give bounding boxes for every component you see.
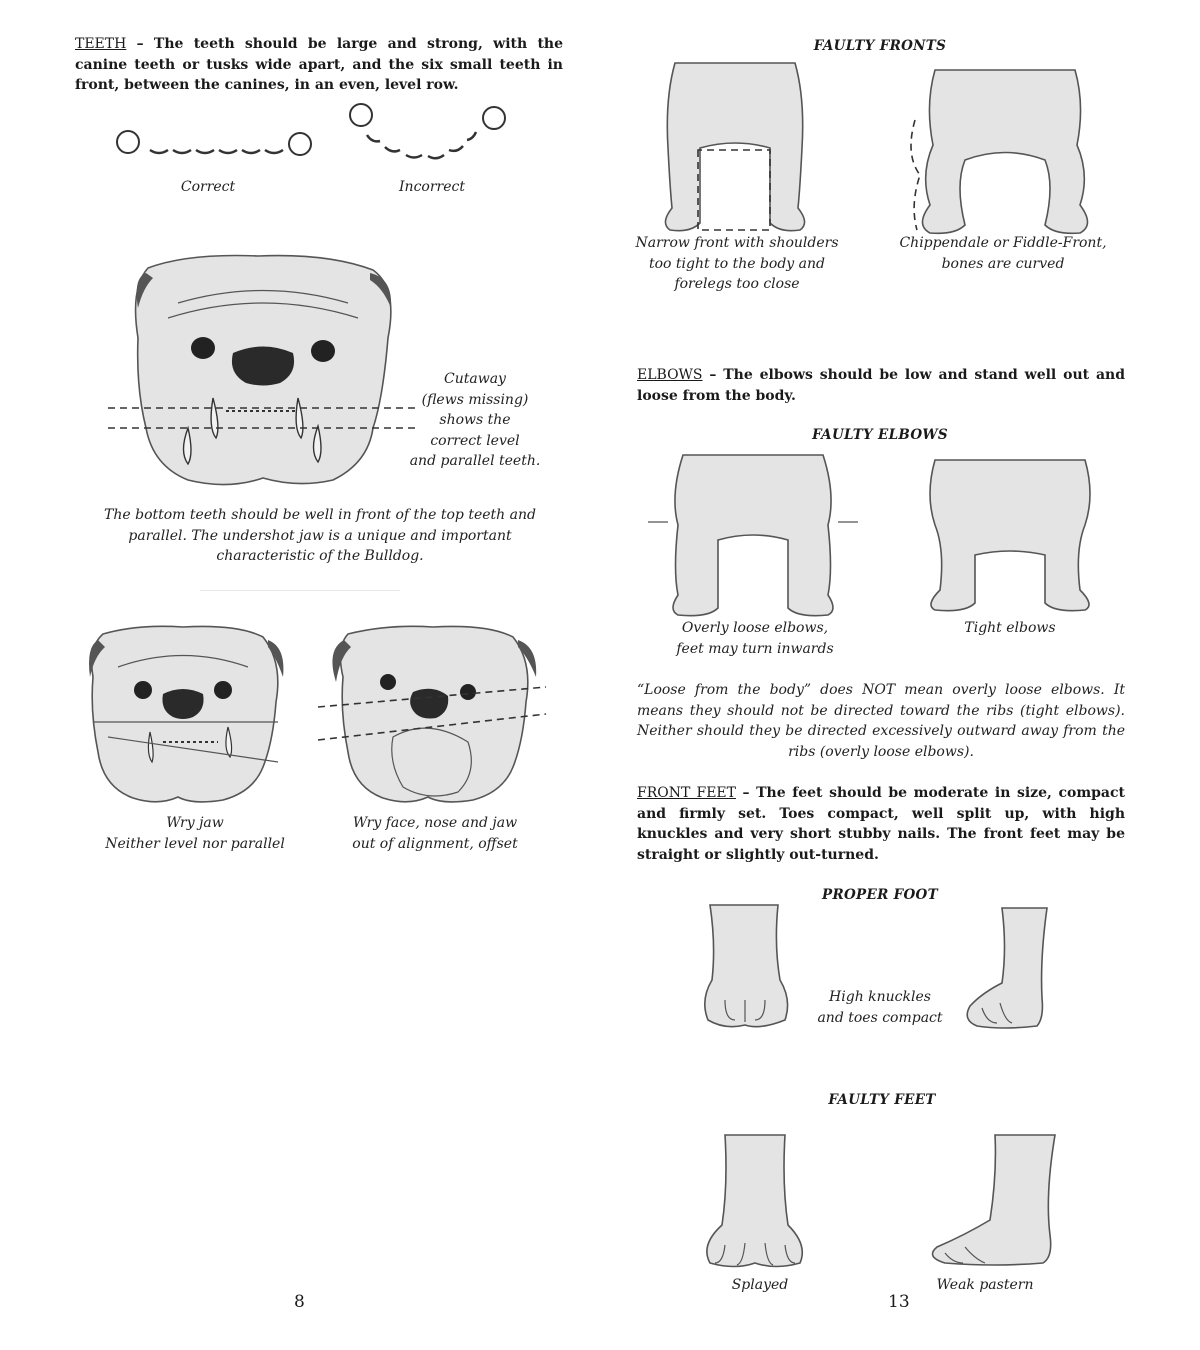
teeth-heading: TEETH bbox=[75, 36, 127, 52]
front-feet-heading: FRONT FEET bbox=[637, 785, 736, 801]
teeth-correct-label: Correct bbox=[180, 179, 236, 195]
cutaway-caption bbox=[400, 369, 550, 472]
bottom-teeth-caption-line: The bottom teeth should be well in front of the top teeth and bbox=[104, 507, 536, 523]
left-page-number: 8 bbox=[294, 1292, 305, 1312]
proper-foot-front-drawing bbox=[700, 905, 790, 1030]
front-feet-paragraph bbox=[637, 783, 1125, 865]
splayed-caption: Splayed bbox=[731, 1277, 789, 1293]
tight-elbows-drawing bbox=[915, 455, 1105, 615]
loose-elbows-caption-line: Overly loose elbows, bbox=[681, 620, 829, 636]
narrow-front-caption-line: too tight to the body and bbox=[648, 255, 825, 272]
proper-foot-caption bbox=[800, 987, 960, 1028]
tight-elbows-caption-line: Tight elbows bbox=[964, 620, 1056, 636]
teeth-incorrect-diagram bbox=[345, 100, 515, 170]
right-page-number: 13 bbox=[888, 1292, 910, 1312]
wry-jaw-caption bbox=[95, 813, 295, 854]
loose-elbows-caption-line: feet may turn inwards bbox=[676, 640, 834, 657]
bottom-teeth-caption bbox=[90, 505, 550, 567]
wry-jaw-head-drawing bbox=[78, 622, 288, 812]
bottom-teeth-caption-line: parallel. The undershot jaw is a unique and important bbox=[128, 527, 512, 544]
wry-jaw-caption-line: Neither level nor parallel bbox=[105, 835, 285, 852]
chippendale-caption-line: bones are curved bbox=[941, 255, 1065, 272]
weak-pastern-drawing bbox=[925, 1135, 1065, 1270]
narrow-front-caption-line: forelegs too close bbox=[674, 276, 800, 292]
teeth-paragraph bbox=[75, 34, 563, 96]
bottom-teeth-caption-line: characteristic of the Bulldog. bbox=[216, 548, 424, 564]
front-feet-text: – The feet should be moderate in size, compact and firmly set. Toes compact, well split up, with high knuckles and very short stubby nails. The front feet may be straight or slightly out-turned. bbox=[637, 785, 1125, 863]
elbows-text: – The elbows should be low and stand well out and loose from the body. bbox=[637, 367, 1125, 404]
cutaway-caption-line: (flews missing) bbox=[421, 391, 529, 408]
chippendale-front-drawing bbox=[905, 65, 1105, 235]
teeth-incorrect-label: Incorrect bbox=[399, 179, 465, 195]
loose-elbows-caption bbox=[645, 618, 865, 659]
cutaway-caption-line: and parallel teeth. bbox=[409, 453, 541, 469]
narrow-front-caption-line: Narrow front with shoulders bbox=[635, 235, 839, 251]
faulty-feet-title: FAULTY FEET bbox=[828, 1092, 936, 1108]
wry-face-caption bbox=[335, 813, 535, 854]
faulty-fronts-title: FAULTY FRONTS bbox=[813, 38, 947, 54]
cutaway-caption-line: Cutaway bbox=[444, 371, 506, 387]
proper-foot-title: PROPER FOOT bbox=[822, 887, 938, 903]
wry-face-caption-line: Wry face, nose and jaw bbox=[352, 815, 518, 831]
proper-foot-side-drawing bbox=[962, 908, 1052, 1030]
wry-face-caption-line: out of alignment, offset bbox=[352, 835, 518, 852]
narrow-front-caption bbox=[628, 233, 846, 295]
elbows-paragraph bbox=[637, 365, 1125, 406]
cutaway-head-drawing bbox=[108, 248, 418, 498]
loose-elbows-drawing bbox=[648, 450, 858, 620]
wry-jaw-caption-line: Wry jaw bbox=[166, 815, 224, 831]
cutaway-caption-line: shows the bbox=[439, 412, 511, 428]
tight-elbows-caption bbox=[910, 618, 1110, 639]
teeth-correct-diagram bbox=[112, 125, 322, 165]
weak-pastern-caption: Weak pastern bbox=[936, 1277, 1034, 1293]
loose-from-body-note: “Loose from the body” does NOT mean overly loose elbows. It means they should not be directed toward the ribs (tight elbows). Neither should they be directed excessively outward away from the ribs (overly loose elbows). bbox=[637, 682, 1125, 760]
section-divider bbox=[200, 590, 400, 591]
chippendale-caption bbox=[888, 233, 1118, 274]
narrow-front-drawing bbox=[650, 58, 820, 233]
teeth-text: – The teeth should be large and strong, with the canine teeth or tusks wide apart, and the six small teeth in front, between the canines, in an even, level row. bbox=[75, 36, 563, 93]
chippendale-caption-line: Chippendale or Fiddle-Front, bbox=[899, 235, 1107, 251]
cutaway-caption-line: correct level bbox=[430, 432, 520, 449]
faulty-elbows-title: FAULTY ELBOWS bbox=[812, 427, 948, 443]
proper-foot-caption-line: High knuckles bbox=[829, 989, 931, 1005]
proper-foot-caption-line: and toes compact bbox=[817, 1009, 943, 1026]
wry-face-head-drawing bbox=[318, 622, 546, 812]
elbows-heading: ELBOWS bbox=[637, 367, 703, 383]
splayed-foot-drawing bbox=[700, 1135, 810, 1270]
